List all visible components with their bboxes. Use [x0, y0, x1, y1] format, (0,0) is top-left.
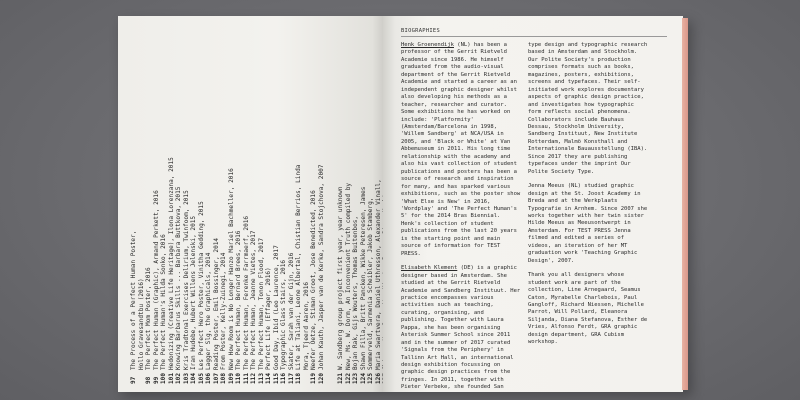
bio-text: (DE) is a graphic designer based in Amsterdam. She studied at the Gerrit Rietveld Academie and Sandberg Instituut. Her practice encompasses various activities such as teaching, curating, organising, and publishing. Together with Laura Pappa, she has been organising Asterisk Summer School since 2011 and in the summer of 2017 curated 'Signals from the Periphery' in Tallinn Art Hall, an international design exhibition focussing on graphic design practices from the fringes. In 2011, together with Pieter Verbeke, she founded San — [401, 265, 521, 391]
list-row — [337, 24, 345, 384]
row-text: Les Perfect Hero Poster, Vinitha Gedding, 2015 — [197, 201, 205, 370]
list-row — [295, 24, 303, 384]
list-row — [303, 24, 311, 384]
row-text: Skater, Sarah van der Gijn, 2016 — [287, 252, 295, 370]
list-row — [250, 24, 258, 384]
open-book — [118, 16, 688, 392]
list-row — [145, 24, 153, 384]
rotated-list — [130, 24, 383, 384]
list-row — [367, 24, 375, 384]
row-number: 115 — [272, 372, 280, 384]
list-row — [205, 24, 213, 384]
row-number: 100 — [160, 372, 167, 384]
row-number: 99 — [152, 376, 160, 384]
header-rule — [401, 36, 667, 37]
row-text: W. Sandberg group project first year, year unknown — [337, 186, 344, 370]
page-edge — [682, 18, 688, 390]
bio-text: Jenna Meeus (NL) studied graphic design at the St. Joost Academy in Breda and at the Werkplaats Typografie in Arnhem. Since 2007 she works together with her twin sister Hilde Meeus as Meeusontwerpt in Amsterdam. For TEST PRESS Jenna filmed and edited a series of videos, an iteration of her MT graduation work 'Teaching Graphic Design', 2007. — [528, 183, 648, 264]
row-text: From Poster, Kelly-Zuinegi, 2014 — [220, 252, 227, 370]
row-text: The Perfect Mom Poster, 2016 — [145, 267, 152, 370]
row-text: Reading Poster, Emil Bossinger, 2014 — [212, 237, 220, 370]
row-text: The Perfect Human, Bernard Brees, 2016 — [235, 230, 242, 370]
list-row — [153, 24, 161, 384]
list-row — [130, 24, 138, 384]
row-number: 119 — [310, 372, 317, 384]
row-text: Hollo Gravesandtbu (2016) — [137, 278, 145, 370]
list-row — [310, 24, 318, 384]
left-page — [118, 16, 383, 392]
page-header: BIOGRAPHIES — [401, 28, 440, 34]
list-row — [138, 24, 146, 384]
bio-text: Thank you all designers whose student work are part of the collection, Line Arnegaard, Seamus Caton, Myrabelle Charlebois, Paul Gangloff, Richard Niessen, Michelle Parrot, Will Pollard, Eleanora Siljanda, Diana Stefanova, Esther de Vries, Alfonso Ferdt, GRA graphic design department, GRA Cubism workshop. — [528, 272, 648, 346]
row-text: The Process of a Perfect Human Poster, — [130, 230, 137, 370]
row-number: 125 — [367, 372, 374, 384]
row-number: 117 — [287, 372, 295, 384]
row-text: Perfect Life (Effager, 2016) — [265, 267, 272, 370]
list-row — [318, 24, 326, 384]
row-number: 121 — [337, 372, 344, 384]
list-row — [243, 24, 251, 384]
row-text: Johan Kauth, Jasper van de Kerke, Sandra Stojchova, 2007 — [317, 164, 325, 370]
row-text: Life at Taliani, Leone Albertal, Chistian Berrios, Linda — [295, 164, 302, 370]
row-text: Shawn Filla, Britt Pancken, Wikke Peteresen, James — [359, 186, 367, 370]
row-number: 116 — [280, 372, 287, 384]
row-number: 98 — [145, 376, 152, 384]
list-row — [352, 24, 360, 384]
bio-name: Henk Groenendijk — [401, 42, 454, 48]
row-number: 107 — [212, 372, 220, 384]
row-text: Mora, Tjeerd Aaren, 2016 — [302, 281, 310, 370]
list-row — [265, 24, 273, 384]
row-text: Hedonizing (Creative Life Heritage), Ilona Lorenzana, 2015 — [167, 157, 175, 370]
list-row — [175, 24, 183, 384]
row-text: Iran Hudebe, Hubert Willens Jelenski, 2015 — [190, 215, 197, 370]
row-number: 101 — [167, 372, 175, 384]
list-row — [288, 24, 296, 384]
row-number — [138, 370, 146, 384]
row-number: 104 — [190, 372, 197, 384]
list-row — [220, 24, 228, 384]
list-row — [190, 24, 198, 384]
row-text: New, Ms. W. Dorm, An Inconvenient Truth compiled by — [344, 182, 352, 370]
row-number: 102 — [175, 372, 182, 384]
list-row — [235, 24, 243, 384]
list-row — [160, 24, 168, 384]
row-text: Bojan Rak, Gijs Wouters, Thomas Buitenbos, — [352, 215, 359, 370]
row-text: New How Room is No Longer Hanzo Mariel Bachmeller, 2016 — [227, 168, 235, 370]
row-text: Maria Swartvera, Daniel Uthresson, Alexander Vinall, — [374, 179, 382, 370]
row-number — [303, 370, 311, 384]
row-text: The Perfect Human, Jeanne Vietes, 2017 — [250, 230, 257, 370]
list-row — [345, 24, 353, 384]
row-number: 97 — [130, 376, 137, 384]
row-number: 118 — [295, 372, 302, 384]
bio-text: (NL) has been a professor of the Gerrit Rietveld Academie since 1986. He himself graduated from the audio-visual department of the Gerrit Rietveld Academie and started a career as an independent graphic designer whilst also developing his methods as a teacher, researcher and curator. Some exhibitions he has worked on include: 'Platformity' (Amsterdam/Barcelona in 1998, 'Willem Sandberg' at NCA/USA in 2005, and 'Black or White' at Van Abbemuseum in 2011. His long time relationship with the academy and also his vast collection of student publications and posters has been a source of research and inspiration for many, and has sparked various exhibitions, such as the poster show 'What Else is New' in 2016, 'Wordplay' and 'The Perfect Human's 5' for the 2014 Bras Biennial. Henk's collection of student publications from the last 20 years is the starting point and main source of information for TEST PRESS. — [401, 42, 521, 257]
row-text: Sommerveld, Sarmenia Scheibler, Jakob Stamberg, — [367, 197, 374, 370]
list-row — [360, 24, 368, 384]
row-number: 124 — [359, 372, 367, 384]
row-number: 123 — [352, 372, 359, 384]
row-number: 112 — [250, 372, 257, 384]
row-number: 111 — [242, 372, 250, 384]
row-text: Good Day, Ibid (Leo Laurence, 2017 — [272, 245, 280, 370]
list-row — [258, 24, 266, 384]
row-text: The Perfect Human (Graphic), Armand Perkett, 2016 — [152, 190, 160, 370]
list-gap — [325, 24, 337, 384]
row-text: The Perfect Human's Hilda Sonko, 2016 — [160, 234, 167, 370]
row-number: 108 — [220, 372, 227, 384]
bio-paragraph — [528, 42, 650, 176]
row-text: The Perfect Human, Ferenke Farrmaerf, 2016 — [242, 215, 250, 370]
list-row — [280, 24, 288, 384]
list-row — [183, 24, 191, 384]
bio-column-1 — [401, 42, 523, 392]
row-number: 103 — [182, 372, 190, 384]
bio-text: type design and typographic research based in Amsterdam and Stockholm. Our Polite Society's production comprises formats such as books, magazines, posters, exhibitions, screens and typefaces. Their self-initiated work explores documentary aspects of graphic design practice, and investigates how typographic form reflects social phenomena. Collaborators include Bauhaus Dessau, Stockholm University, Sandberg Instituut, New Institute Rotterdam, Malmö Konsthall and Internationale Bauausstellung (IBA). Since 2017 they are publishing typefaces under the imprint Our Polite Society Type. — [528, 42, 648, 175]
row-number: 110 — [235, 372, 242, 384]
row-text: Kris Tradtonal Exercises Delirium, Twinfoom, 2015 — [182, 190, 190, 370]
list-row — [213, 24, 221, 384]
row-number: 114 — [265, 372, 272, 384]
row-number: 122 — [344, 372, 352, 384]
row-text: Neefer Oetze, Stiman Groot, Jose Benedicted, 2016 — [310, 190, 317, 370]
row-number: 113 — [257, 372, 265, 384]
bio-column-2 — [528, 42, 650, 354]
bio-paragraph — [528, 183, 650, 265]
row-text: Lagger Slg, the Graphicals, 2014 — [205, 252, 212, 370]
right-page — [383, 16, 683, 392]
list-row — [228, 24, 236, 384]
bio-paragraph — [401, 265, 523, 392]
list-row — [198, 24, 206, 384]
list-row — [375, 24, 383, 384]
list-row — [168, 24, 176, 384]
bio-paragraph — [401, 42, 523, 258]
row-text: The Perfect Human, Tonon Flood, 2017 — [257, 237, 265, 370]
row-number: 109 — [227, 372, 235, 384]
row-text: Typographic Glass Stairs, 2016 — [280, 259, 287, 370]
row-text: Knowing Barbarus Skills ... Barbara Buttkova, 2015 — [175, 186, 182, 370]
row-number: 105 — [197, 372, 205, 384]
list-row — [273, 24, 281, 384]
row-number: 106 — [205, 372, 212, 384]
bio-name: Elisabeth Klement — [401, 265, 458, 272]
row-number: 120 — [317, 372, 325, 384]
row-number: 126 — [374, 372, 382, 384]
bio-paragraph — [528, 272, 650, 347]
